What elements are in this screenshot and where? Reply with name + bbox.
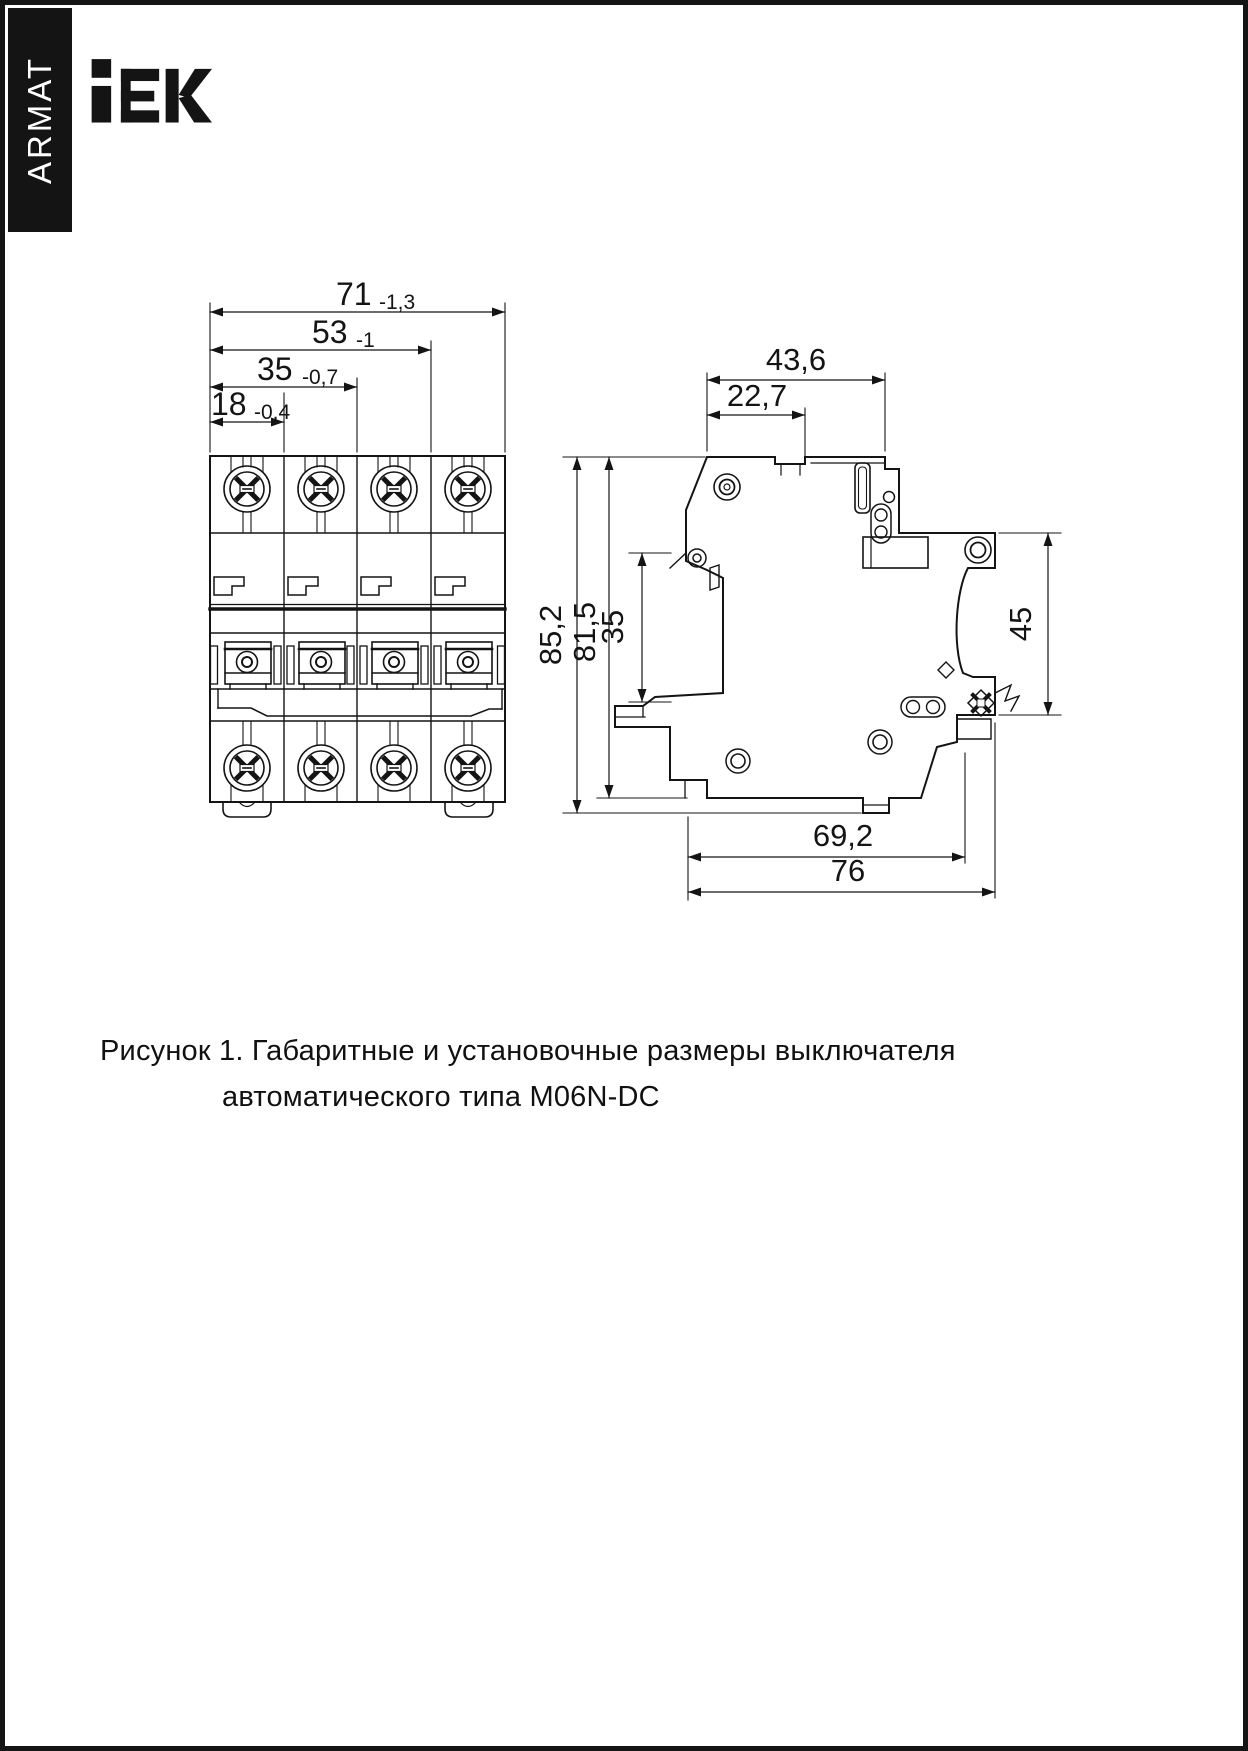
dim-71-tol: -1,3 bbox=[379, 291, 416, 314]
caption-line1: Рисунок 1. Габаритные и установочные размеры выключателя bbox=[100, 1035, 956, 1067]
dim-71: 71 bbox=[336, 276, 372, 312]
dim-53-tol: -1 bbox=[356, 329, 375, 352]
dim-35-rail: 35 bbox=[595, 609, 630, 645]
dim-35-tol: -0,7 bbox=[302, 366, 339, 389]
dim-18: 18 bbox=[211, 386, 247, 422]
dimension-drawing bbox=[5, 5, 1248, 945]
dim-85-2: 85,2 bbox=[533, 604, 568, 666]
dim-81-5: 81,5 bbox=[567, 601, 602, 663]
figure-caption bbox=[100, 1028, 956, 1120]
dim-43-6: 43,6 bbox=[765, 342, 827, 377]
dim-45: 45 bbox=[1003, 606, 1038, 642]
side-dim-labels bbox=[533, 342, 1038, 888]
dim-18-tol: -0,4 bbox=[254, 401, 291, 424]
front-view-dimensions bbox=[210, 303, 505, 452]
caption-line2: автоматического типа M06N-DC bbox=[222, 1081, 660, 1113]
dim-76: 76 bbox=[830, 853, 866, 888]
side-view bbox=[615, 457, 1019, 813]
front-view bbox=[210, 456, 505, 817]
dim-35: 35 bbox=[257, 351, 293, 387]
dim-53: 53 bbox=[312, 314, 348, 350]
armat-label: ARMAT bbox=[21, 55, 58, 185]
dim-22-7: 22,7 bbox=[726, 378, 788, 413]
dim-69-2: 69,2 bbox=[812, 818, 874, 853]
